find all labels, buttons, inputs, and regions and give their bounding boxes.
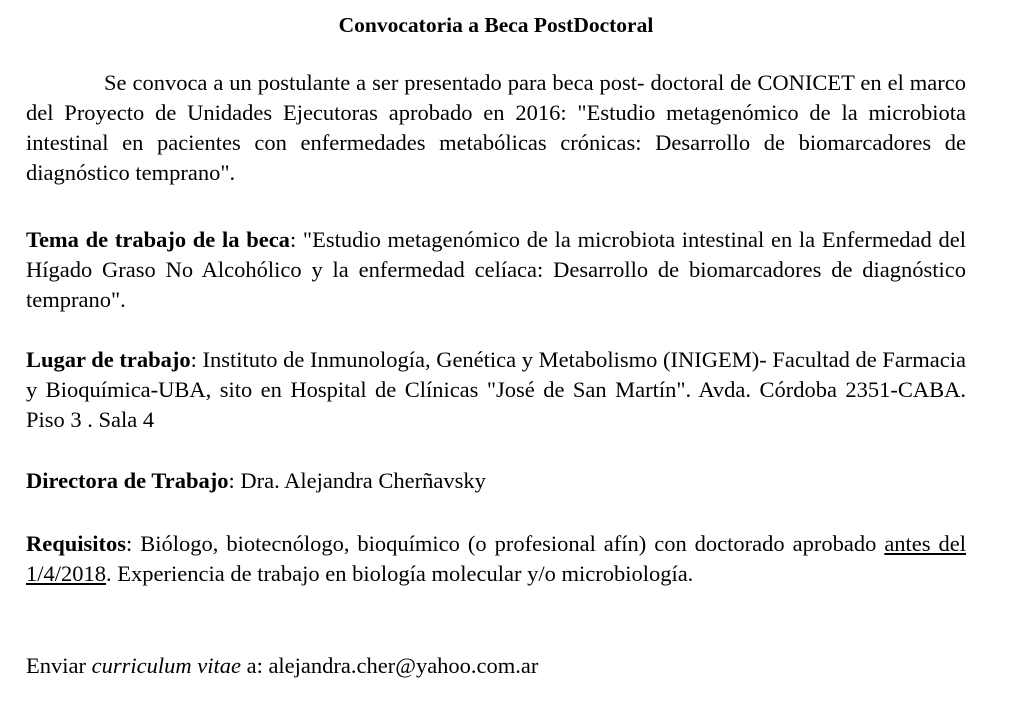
directora-label: Directora de Trabajo	[26, 468, 229, 493]
lugar-paragraph	[26, 345, 966, 435]
directora-text: : Dra. Alejandra Cherñavsky	[228, 468, 486, 493]
lugar-text: : Instituto de Inmunología, Genética y Metabolismo (INIGEM)- Facultad de Farmacia y Bioquímica-UBA, sito en Hospital de Clínicas "José de San Martín". Avda. Córdoba 2351-CABA. Piso 3 . Sala 4	[26, 347, 967, 432]
enviar-prefix: Enviar	[26, 653, 92, 678]
enviar-cv: curriculum vitae	[91, 653, 241, 678]
tema-label: Tema de trabajo de la beca	[26, 227, 290, 252]
directora-paragraph	[26, 466, 966, 496]
requisitos-label: Requisitos	[26, 531, 127, 556]
lugar-label: Lugar de trabajo	[26, 347, 191, 372]
intro-paragraph: Se convoca a un postulante a ser presentado para beca post- doctoral de CONICET en el marco del Proyecto de Unidades Ejecutoras aprobado en 2016: "Estudio metagenómico de la microbiota intestinal en pacientes con enfermedades metabólicas crónicas: Desarrollo de biomarcadores de diagnóstico temprano".	[26, 70, 966, 185]
title-block	[26, 0, 966, 40]
document-title: Convocatoria a Beca PostDoctoral	[338, 13, 654, 37]
requisitos-paragraph	[26, 529, 966, 589]
enviar-email: a: alejandra.cher@yahoo.com.ar	[240, 653, 539, 678]
tema-paragraph	[26, 225, 966, 315]
requisitos-text-before: : Biólogo, biotecnólogo, bioquímico (o profesional afín) con doctorado aprobado	[126, 531, 885, 556]
requisitos-deadline: antes del 1/4/2018	[26, 531, 966, 586]
requisitos-text-after: . Experiencia de trabajo en biología molecular y/o microbiología.	[106, 561, 694, 586]
enviar-paragraph	[26, 651, 966, 681]
tema-text: : "Estudio metagenómico de la microbiota intestinal en la Enfermedad del Hígado Graso No Alcohólico y la enfermedad celíaca: Desarrollo de biomarcadores de diagnóstico temprano".	[26, 227, 966, 312]
